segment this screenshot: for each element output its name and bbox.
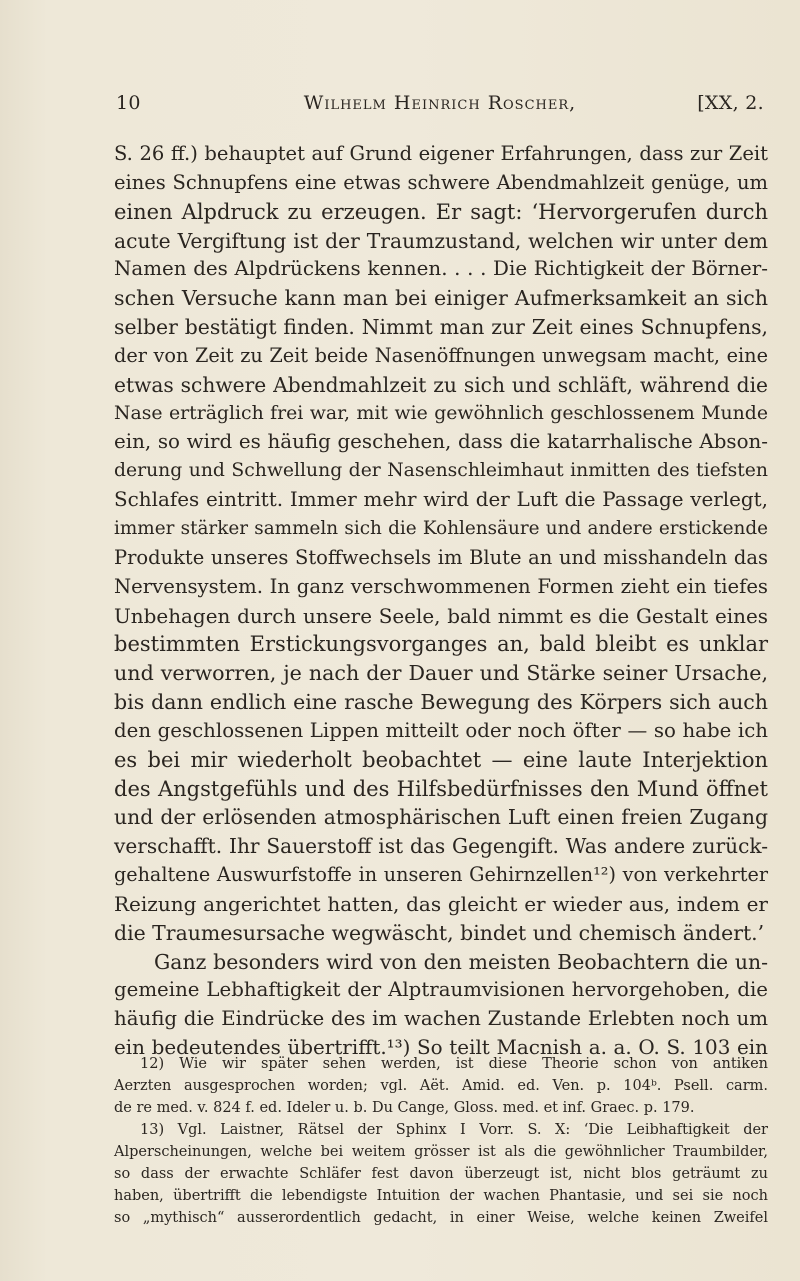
text-line: ein, so wird es häufig geschehen, dass die katarrhalische Abson-	[114, 430, 768, 454]
text-line: gemeine Lebhaftigkeit der Alptraumvisionen hervorgehoben, die	[114, 978, 768, 1002]
running-title: Wilhelm Heinrich Roscher,	[303, 92, 577, 114]
footnote-line: so dass der erwachte Schläfer fest davon überzeugt ist, nicht blos geträumt zu	[114, 1166, 768, 1182]
text-line: acute Vergiftung ist der Traumzustand, welchen wir unter dem	[114, 228, 768, 253]
text-line: es bei mir wiederholt beobachtet — eine laute Interjektion	[114, 747, 768, 772]
footnote-line: Alperscheinungen, welche bei weitem grösser ist als die gewöhnlicher Traumbilder,	[114, 1144, 768, 1160]
text-line: Schlafes eintritt. Immer mehr wird der Luft die Passage verlegt,	[114, 488, 768, 512]
text-line: selber bestätigt finden. Nimmt man zur Zeit eines Schnupfens,	[114, 315, 768, 340]
footnote-line: Aerzten ausgesprochen worden; vgl. Aët. Amid. ed. Ven. p. 104ᵇ. Psell. carm.	[114, 1078, 768, 1094]
text-line: einen Alpdruck zu erzeugen. Er sagt: ‘Hervorgerufen durch	[114, 199, 768, 224]
running-header	[116, 92, 764, 122]
text-line: bestimmten Erstickungsvorganges an, bald bleibt es unklar	[114, 632, 768, 657]
text-line: eines Schnupfens eine etwas schwere Abendmahlzeit genüge, um	[114, 170, 768, 194]
page-number: 10	[116, 92, 141, 114]
text-line: S. 26 ff.) behauptet auf Grund eigener Erfahrungen, dass zur Zeit	[114, 142, 768, 165]
text-line: Ganz besonders wird von den meisten Beobachtern die un-	[154, 949, 768, 974]
text-line: schen Versuche kann man bei einiger Aufmerksamkeit an sich	[114, 286, 768, 311]
text-line: häufig die Eindrücke des im wachen Zustande Erlebten noch um	[114, 1007, 768, 1031]
text-line: bis dann endlich eine rasche Bewegung des Körpers sich auch	[114, 690, 768, 715]
footnote-line: 12) Wie wir später sehen werden, ist diese Theorie schon von antiken	[140, 1056, 768, 1072]
text-line: und verworren, je nach der Dauer und Stärke seiner Ursache,	[114, 661, 768, 686]
footnote-line: 13) Vgl. Laistner, Rätsel der Sphinx I Vorr. S. X: ‘Die Leibhaftigkeit der	[140, 1122, 768, 1138]
footnote-line: de re med. v. 824 f. ed. Ideler u. b. Du Cange, Gloss. med. et inf. Graec. p. 179.	[114, 1100, 695, 1116]
footnotes	[114, 1053, 768, 1229]
text-line: den geschlossenen Lippen mitteilt oder noch öfter — so habe ich	[114, 718, 768, 742]
main-text	[114, 140, 768, 1063]
text-line: und der erlösenden atmosphärischen Luft einen freien Zugang	[114, 805, 768, 830]
text-line: der von Zeit zu Zeit beide Nasenöffnungen unwegsam macht, eine	[114, 343, 768, 367]
text-line: Namen des Alpdrückens kennen. . . . Die Richtigkeit der Börner-	[114, 257, 768, 281]
text-line: derung und Schwellung der Nasenschleimhaut inmitten des tiefsten	[114, 460, 768, 482]
text-line: Nervensystem. In ganz verschwommenen Formen zieht ein tiefes	[114, 574, 768, 598]
text-line: etwas schwere Abendmahlzeit zu sich und schläft, während die	[114, 372, 768, 397]
footnote-line: so „mythisch“ ausserordentlich gedacht, in einer Weise, welche keinen Zweifel	[114, 1210, 768, 1226]
text-line: verschafft. Ihr Sauerstoff ist das Gegengift. Was andere zurück-	[114, 834, 768, 859]
text-line: gehaltene Auswurfstoffe in unseren Gehirnzellen¹²) von verkehrter	[114, 863, 768, 887]
text-line: Reizung angerichtet hatten, das gleicht er wieder aus, indem er	[114, 891, 768, 916]
section-reference: [XX, 2.	[697, 92, 764, 114]
text-line: ein bedeutendes übertrifft.¹³) So teilt Macnish a. a. O. S. 103 ein	[114, 1036, 768, 1060]
text-line: immer stärker sammeln sich die Kohlensäure und andere erstickende	[114, 517, 768, 539]
text-line: die Traumesursache wegwäscht, bindet und chemisch ändert.’	[114, 920, 765, 945]
text-line: Unbehagen durch unsere Seele, bald nimmt es die Gestalt eines	[114, 603, 768, 628]
footnote-line: haben, übertrifft die lebendigste Intuition der wachen Phantasie, und sei sie noch	[114, 1188, 768, 1204]
text-line: Nase erträglich frei war, mit wie gewöhnlich geschlossenem Munde	[114, 402, 768, 424]
text-line: Produkte unseres Stoffwechsels im Blute an und misshandeln das	[114, 545, 768, 569]
text-line: des Angstgefühls und des Hilfsbedürfnisses den Mund öffnet	[114, 776, 768, 801]
